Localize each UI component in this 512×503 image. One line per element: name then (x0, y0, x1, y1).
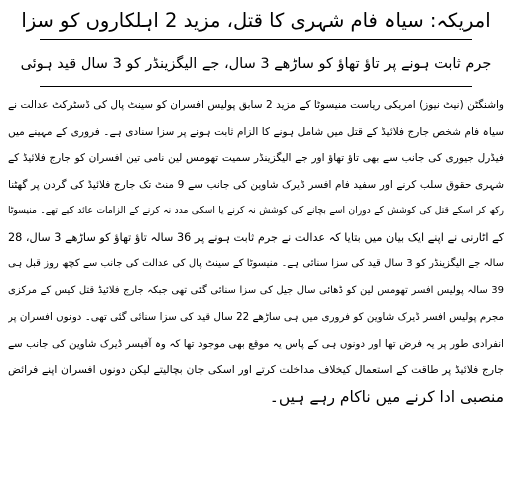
body-line: واشنگٹن (نیٹ نیوز) امریکی ریاست منیسوٹا کے مزید 2 سابق پولیس افسران کو سینٹ پال کی ڈسٹرکٹ عدالت نے (8, 99, 504, 111)
body-line-last: منصبی ادا کرنے میں ناکام رہے ہیں۔ (269, 387, 504, 406)
body-line: فیڈرل جیوری کی جانب سے بھی تاؤ تھاؤ اور جے الیگزینڈر سمیت تھومس لین نامی تین افسران کو جارج فلائیڈ کے (8, 152, 504, 164)
body-line: مجرم پولیس افسر ڈیرک شاوین کو فروری میں ہی ساڑھے 22 سال قید کی سزا سنائی گئی تھی۔ دونوں افسران پر (8, 311, 504, 323)
body-line: 39 سالہ پولیس افسر تھومس لین کو ڈھائی سال جیل کی سزا سنائی گئی تھی جبکہ جارج فلائیڈ قتل کیس کے مرکزی (8, 284, 504, 296)
article-body (8, 92, 504, 410)
body-line: جارج فلائیڈ پر طاقت کے استعمال کیخلاف مداخلت کرتے اور اسکی جان بچالیتے لیکن دونوں افسران اپنے فرائض (8, 363, 504, 376)
body-line: سیاہ فام شخص جارج فلائیڈ کے قتل میں شامل ہونے کا الزام ثابت ہونے پر سزا سنادی ہے۔ فروری کے مہینے میں (8, 125, 504, 138)
body-line: کے اٹارنی نے اپنے ایک بیان میں بتایا کہ عدالت نے جرم ثابت ہونے پر 36 سالہ تاؤ تھاؤ کو ساڑھے 3 سال، 28 (8, 230, 504, 244)
body-line: سالہ جے الیگزینڈر کو 3 سال قید کی سزا سنائی ہے۔ منیسوٹا کے سینٹ پال کی عدالت کی جانب سے کچھ روز قبل ہی (8, 258, 504, 269)
body-line: انفرادی طور پر یہ فرض تھا اور دونوں ہی کے پاس یہ موقع بھی موجود تھا کہ وہ آفیسر ڈیرک شاوین کی جانب سے (8, 337, 504, 350)
subheadline-divider (40, 86, 472, 87)
headline-divider (40, 39, 472, 40)
article-headline: امریکہ: سیاہ فام شہری کا قتل، مزید 2 اہلکاروں کو سزا (21, 9, 491, 32)
body-line: شہری حقوق سلب کرنے اور سفید فام افسر ڈیرک شاوین کی جانب سے 9 منٹ تک جارج فلائیڈ کی گردن پر گھٹنا (8, 178, 504, 191)
article-subheadline: جرم ثابت ہونے پر تاؤ تھاؤ کو ساڑھے 3 سال، جے الیگزینڈر کو 3 سال قید ہوئی (20, 56, 492, 72)
body-line: رکھ کر اسکے قتل کی کوشش کے دوران اسے بچانے کی کوشش نہ کرنے یا اسکی مدد نہ کرنے کے الزامات عائد کیے تھے۔ منیسوٹا (8, 205, 504, 216)
